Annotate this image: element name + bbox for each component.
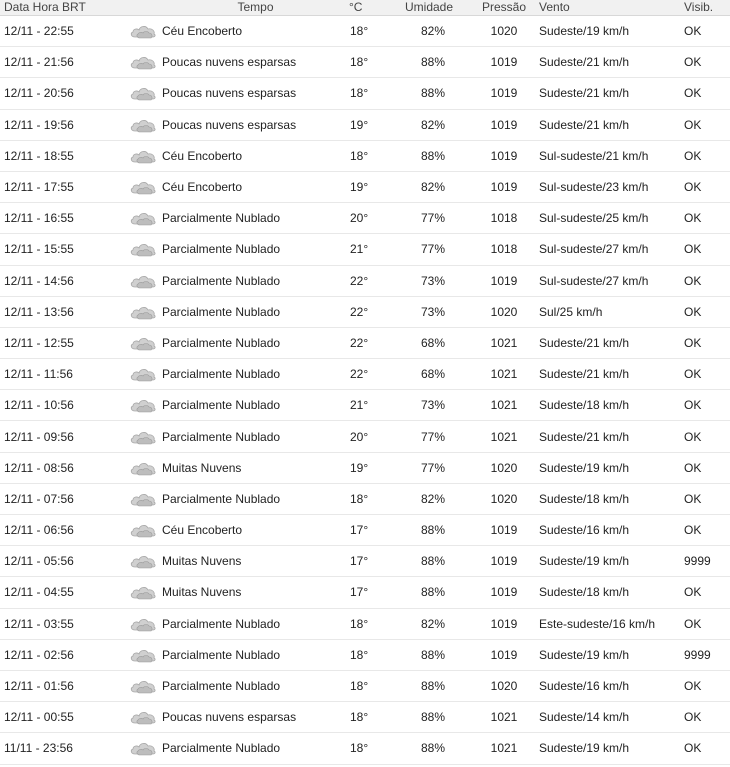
row-weather: Poucas nuvens esparsas <box>162 109 349 140</box>
row-date: 12/11 - 22:55 <box>0 16 127 47</box>
row-date: 12/11 - 02:56 <box>0 639 127 670</box>
row-visibility: OK <box>684 702 730 733</box>
row-temp: 18° <box>349 670 385 701</box>
row-date: 12/11 - 13:56 <box>0 296 127 327</box>
row-pressure: 1020 <box>473 16 535 47</box>
header-temp: °C <box>349 0 385 16</box>
row-humidity: 82% <box>385 16 473 47</box>
cloud-icon <box>127 84 162 102</box>
row-visibility: OK <box>684 327 730 358</box>
table-row <box>0 140 730 171</box>
row-weather: Poucas nuvens esparsas <box>162 47 349 78</box>
row-temp: 18° <box>349 639 385 670</box>
header-pressure: Pressão <box>473 0 535 16</box>
row-date: 12/11 - 12:55 <box>0 327 127 358</box>
row-date: 12/11 - 10:56 <box>0 390 127 421</box>
table-row <box>0 47 730 78</box>
row-humidity: 77% <box>385 452 473 483</box>
row-temp: 18° <box>349 16 385 47</box>
row-visibility: OK <box>684 234 730 265</box>
row-visibility: OK <box>684 483 730 514</box>
table-header <box>0 0 730 16</box>
weather-icon-cell <box>127 421 162 452</box>
row-humidity: 77% <box>385 234 473 265</box>
row-weather: Parcialmente Nublado <box>162 296 349 327</box>
row-wind: Sudeste/19 km/h <box>535 639 684 670</box>
cloud-icon <box>127 365 162 383</box>
row-weather: Céu Encoberto <box>162 140 349 171</box>
cloud-icon <box>127 272 162 290</box>
row-temp: 18° <box>349 47 385 78</box>
row-weather: Céu Encoberto <box>162 171 349 202</box>
row-pressure: 1019 <box>473 140 535 171</box>
row-pressure: 1019 <box>473 109 535 140</box>
row-pressure: 1020 <box>473 452 535 483</box>
row-pressure: 1020 <box>473 483 535 514</box>
cloud-icon <box>127 521 162 539</box>
row-date: 12/11 - 19:56 <box>0 109 127 140</box>
table-row <box>0 390 730 421</box>
table-row <box>0 733 730 764</box>
row-weather: Muitas Nuvens <box>162 452 349 483</box>
row-weather: Parcialmente Nublado <box>162 639 349 670</box>
row-weather: Muitas Nuvens <box>162 577 349 608</box>
row-visibility: OK <box>684 78 730 109</box>
table-row <box>0 670 730 701</box>
weather-icon-cell <box>127 515 162 546</box>
weather-icon-cell <box>127 702 162 733</box>
row-temp: 22° <box>349 359 385 390</box>
table-row <box>0 421 730 452</box>
weather-icon-cell <box>127 733 162 764</box>
row-humidity: 82% <box>385 171 473 202</box>
row-temp: 17° <box>349 577 385 608</box>
row-wind: Sul-sudeste/27 km/h <box>535 234 684 265</box>
row-wind: Sudeste/14 km/h <box>535 702 684 733</box>
weather-icon-cell <box>127 390 162 421</box>
row-humidity: 88% <box>385 702 473 733</box>
weather-icon-cell <box>127 577 162 608</box>
row-weather: Poucas nuvens esparsas <box>162 702 349 733</box>
cloud-icon <box>127 739 162 757</box>
row-date: 11/11 - 23:56 <box>0 733 127 764</box>
weather-icon-cell <box>127 234 162 265</box>
row-date: 12/11 - 05:56 <box>0 546 127 577</box>
row-visibility: OK <box>684 733 730 764</box>
row-temp: 19° <box>349 109 385 140</box>
cloud-icon <box>127 459 162 477</box>
row-date: 12/11 - 17:55 <box>0 171 127 202</box>
row-humidity: 77% <box>385 203 473 234</box>
row-humidity: 88% <box>385 639 473 670</box>
weather-icon-cell <box>127 546 162 577</box>
table-row <box>0 702 730 733</box>
cloud-icon <box>127 116 162 134</box>
table-row <box>0 296 730 327</box>
row-temp: 22° <box>349 327 385 358</box>
row-weather: Céu Encoberto <box>162 16 349 47</box>
row-date: 12/11 - 21:56 <box>0 47 127 78</box>
cloud-icon <box>127 677 162 695</box>
row-wind: Sul-sudeste/21 km/h <box>535 140 684 171</box>
row-wind: Sudeste/16 km/h <box>535 515 684 546</box>
row-pressure: 1020 <box>473 670 535 701</box>
header-wind: Vento <box>535 0 684 16</box>
table-row <box>0 16 730 47</box>
row-pressure: 1019 <box>473 639 535 670</box>
weather-icon-cell <box>127 670 162 701</box>
row-temp: 19° <box>349 452 385 483</box>
row-visibility: OK <box>684 670 730 701</box>
row-temp: 21° <box>349 234 385 265</box>
row-temp: 19° <box>349 171 385 202</box>
row-wind: Sul-sudeste/25 km/h <box>535 203 684 234</box>
row-visibility: OK <box>684 608 730 639</box>
table-row <box>0 327 730 358</box>
row-weather: Parcialmente Nublado <box>162 608 349 639</box>
row-visibility: OK <box>684 359 730 390</box>
row-wind: Sudeste/19 km/h <box>535 452 684 483</box>
row-pressure: 1020 <box>473 296 535 327</box>
row-visibility: OK <box>684 171 730 202</box>
row-humidity: 88% <box>385 515 473 546</box>
row-temp: 17° <box>349 546 385 577</box>
row-weather: Parcialmente Nublado <box>162 234 349 265</box>
cloud-icon <box>127 490 162 508</box>
row-pressure: 1019 <box>473 546 535 577</box>
table-row <box>0 234 730 265</box>
row-humidity: 73% <box>385 390 473 421</box>
row-pressure: 1021 <box>473 359 535 390</box>
table-row <box>0 546 730 577</box>
row-wind: Sul-sudeste/27 km/h <box>535 265 684 296</box>
row-wind: Sudeste/19 km/h <box>535 733 684 764</box>
header-date: Data Hora BRT <box>0 0 127 16</box>
row-date: 12/11 - 00:55 <box>0 702 127 733</box>
row-wind: Sul/25 km/h <box>535 296 684 327</box>
cloud-icon <box>127 303 162 321</box>
row-date: 12/11 - 04:55 <box>0 577 127 608</box>
row-pressure: 1019 <box>473 608 535 639</box>
row-visibility: OK <box>684 421 730 452</box>
weather-icon-cell <box>127 16 162 47</box>
row-pressure: 1021 <box>473 702 535 733</box>
row-pressure: 1021 <box>473 733 535 764</box>
table-row <box>0 608 730 639</box>
table-row <box>0 265 730 296</box>
row-date: 12/11 - 03:55 <box>0 608 127 639</box>
row-visibility: 9999 <box>684 639 730 670</box>
row-wind: Sudeste/21 km/h <box>535 421 684 452</box>
header-icon-spacer <box>127 0 162 16</box>
cloud-icon <box>127 209 162 227</box>
row-visibility: OK <box>684 577 730 608</box>
table-row <box>0 577 730 608</box>
weather-icon-cell <box>127 203 162 234</box>
row-weather: Muitas Nuvens <box>162 546 349 577</box>
row-date: 12/11 - 07:56 <box>0 483 127 514</box>
table-row <box>0 639 730 670</box>
row-wind: Sudeste/21 km/h <box>535 47 684 78</box>
row-pressure: 1018 <box>473 203 535 234</box>
header-humidity: Umidade <box>385 0 473 16</box>
row-wind: Sudeste/18 km/h <box>535 577 684 608</box>
row-weather: Parcialmente Nublado <box>162 390 349 421</box>
row-humidity: 88% <box>385 670 473 701</box>
row-wind: Sudeste/18 km/h <box>535 390 684 421</box>
row-wind: Sudeste/19 km/h <box>535 16 684 47</box>
row-date: 12/11 - 01:56 <box>0 670 127 701</box>
row-temp: 22° <box>349 265 385 296</box>
row-weather: Poucas nuvens esparsas <box>162 78 349 109</box>
weather-icon-cell <box>127 639 162 670</box>
row-visibility: 9999 <box>684 546 730 577</box>
row-pressure: 1021 <box>473 390 535 421</box>
row-wind: Sudeste/21 km/h <box>535 109 684 140</box>
row-temp: 22° <box>349 296 385 327</box>
cloud-icon <box>127 334 162 352</box>
row-pressure: 1019 <box>473 265 535 296</box>
row-humidity: 68% <box>385 327 473 358</box>
weather-icon-cell <box>127 359 162 390</box>
row-weather: Parcialmente Nublado <box>162 265 349 296</box>
row-humidity: 77% <box>385 421 473 452</box>
row-humidity: 88% <box>385 546 473 577</box>
row-visibility: OK <box>684 296 730 327</box>
row-wind: Sudeste/19 km/h <box>535 546 684 577</box>
row-visibility: OK <box>684 47 730 78</box>
table-row <box>0 109 730 140</box>
row-visibility: OK <box>684 265 730 296</box>
row-temp: 20° <box>349 421 385 452</box>
row-temp: 18° <box>349 78 385 109</box>
row-visibility: OK <box>684 109 730 140</box>
table-row <box>0 171 730 202</box>
row-date: 12/11 - 15:55 <box>0 234 127 265</box>
weather-icon-cell <box>127 109 162 140</box>
row-temp: 18° <box>349 140 385 171</box>
row-visibility: OK <box>684 390 730 421</box>
row-humidity: 88% <box>385 47 473 78</box>
weather-icon-cell <box>127 296 162 327</box>
row-humidity: 73% <box>385 296 473 327</box>
row-weather: Parcialmente Nublado <box>162 670 349 701</box>
row-weather: Parcialmente Nublado <box>162 483 349 514</box>
cloud-icon <box>127 22 162 40</box>
weather-icon-cell <box>127 483 162 514</box>
row-date: 12/11 - 16:55 <box>0 203 127 234</box>
row-temp: 21° <box>349 390 385 421</box>
cloud-icon <box>127 240 162 258</box>
row-pressure: 1021 <box>473 327 535 358</box>
row-temp: 18° <box>349 483 385 514</box>
row-pressure: 1019 <box>473 47 535 78</box>
row-humidity: 68% <box>385 359 473 390</box>
row-pressure: 1019 <box>473 78 535 109</box>
cloud-icon <box>127 552 162 570</box>
row-weather: Parcialmente Nublado <box>162 421 349 452</box>
row-temp: 18° <box>349 608 385 639</box>
row-pressure: 1019 <box>473 515 535 546</box>
table-row <box>0 203 730 234</box>
row-temp: 17° <box>349 515 385 546</box>
cloud-icon <box>127 396 162 414</box>
weather-icon-cell <box>127 327 162 358</box>
row-weather: Parcialmente Nublado <box>162 733 349 764</box>
row-humidity: 88% <box>385 577 473 608</box>
row-wind: Sudeste/21 km/h <box>535 327 684 358</box>
row-pressure: 1019 <box>473 171 535 202</box>
row-visibility: OK <box>684 452 730 483</box>
row-visibility: OK <box>684 515 730 546</box>
weather-icon-cell <box>127 47 162 78</box>
row-humidity: 82% <box>385 483 473 514</box>
row-temp: 18° <box>349 733 385 764</box>
header-weather: Tempo <box>162 0 349 16</box>
cloud-icon <box>127 646 162 664</box>
row-pressure: 1018 <box>473 234 535 265</box>
header-row <box>0 0 730 16</box>
row-humidity: 88% <box>385 140 473 171</box>
row-humidity: 82% <box>385 608 473 639</box>
weather-icon-cell <box>127 78 162 109</box>
row-wind: Sudeste/18 km/h <box>535 483 684 514</box>
table-row <box>0 483 730 514</box>
row-humidity: 73% <box>385 265 473 296</box>
row-wind: Sudeste/21 km/h <box>535 359 684 390</box>
row-visibility: OK <box>684 203 730 234</box>
row-wind: Sul-sudeste/23 km/h <box>535 171 684 202</box>
cloud-icon <box>127 178 162 196</box>
weather-icon-cell <box>127 171 162 202</box>
cloud-icon <box>127 583 162 601</box>
weather-icon-cell <box>127 608 162 639</box>
row-humidity: 82% <box>385 109 473 140</box>
row-weather: Céu Encoberto <box>162 515 349 546</box>
cloud-icon <box>127 615 162 633</box>
row-date: 12/11 - 09:56 <box>0 421 127 452</box>
row-wind: Sudeste/16 km/h <box>535 670 684 701</box>
row-date: 12/11 - 08:56 <box>0 452 127 483</box>
row-weather: Parcialmente Nublado <box>162 327 349 358</box>
row-date: 12/11 - 14:56 <box>0 265 127 296</box>
row-date: 12/11 - 18:55 <box>0 140 127 171</box>
cloud-icon <box>127 708 162 726</box>
weather-icon-cell <box>127 265 162 296</box>
row-temp: 20° <box>349 203 385 234</box>
row-weather: Parcialmente Nublado <box>162 203 349 234</box>
row-pressure: 1021 <box>473 421 535 452</box>
row-temp: 18° <box>349 702 385 733</box>
row-pressure: 1019 <box>473 577 535 608</box>
weather-icon-cell <box>127 140 162 171</box>
row-wind: Este-sudeste/16 km/h <box>535 608 684 639</box>
row-visibility: OK <box>684 140 730 171</box>
cloud-icon <box>127 428 162 446</box>
row-humidity: 88% <box>385 78 473 109</box>
row-date: 12/11 - 06:56 <box>0 515 127 546</box>
header-visibility: Visib. <box>684 0 730 16</box>
row-weather: Parcialmente Nublado <box>162 359 349 390</box>
table-body <box>0 16 730 765</box>
row-wind: Sudeste/21 km/h <box>535 78 684 109</box>
table-row <box>0 359 730 390</box>
cloud-icon <box>127 147 162 165</box>
weather-icon-cell <box>127 452 162 483</box>
table-row <box>0 515 730 546</box>
row-date: 12/11 - 20:56 <box>0 78 127 109</box>
table-row <box>0 452 730 483</box>
row-date: 12/11 - 11:56 <box>0 359 127 390</box>
cloud-icon <box>127 53 162 71</box>
row-humidity: 88% <box>385 733 473 764</box>
row-visibility: OK <box>684 16 730 47</box>
table-row <box>0 78 730 109</box>
